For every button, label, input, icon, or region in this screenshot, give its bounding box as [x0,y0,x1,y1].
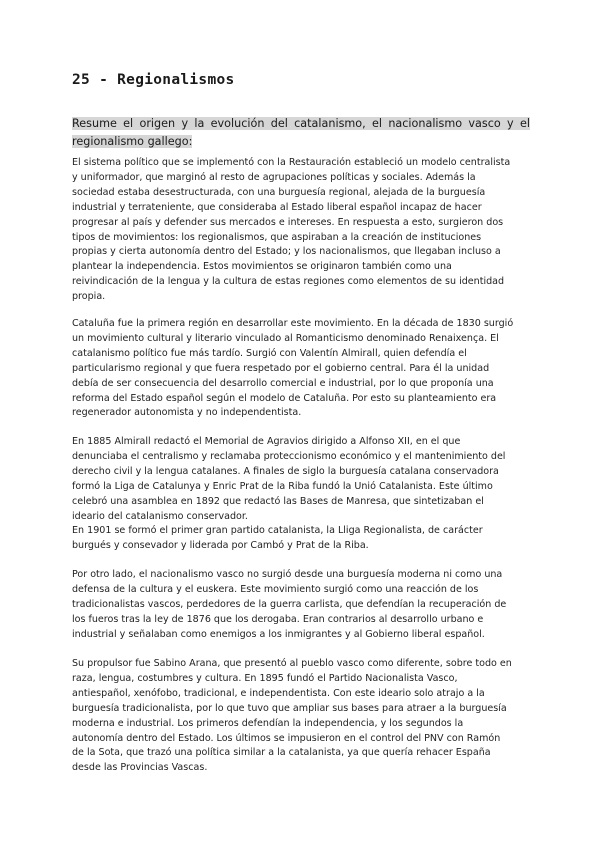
text-line: progresar al país y defender sus mercados e intereses. En respuesta a esto, surgieron dos [72,216,504,228]
text-line: formó la Liga de Catalunya y Enric Prat de la Riba fundó la Unió Catalanista. Este último [72,480,493,492]
text-line: particularismo regional y que fuera respetado por el gobierno central. Para él la unidad [72,362,490,374]
text-line: debía de ser consecuencia del desarrollo comercial e industrial, por lo que proponía una [72,377,494,389]
text-line: de la Sota, que trazó una política similar a la catalanista, ya que quería rehacer España [72,747,491,759]
text-line: antiespañol, xenófobo, tradicional, e independentista. Con este ideario solo atrajo a la [72,687,485,699]
text-line: raza, lengua, costumbres y cultura. En 1895 fundó el Partido Nacionalista Vasco, [72,672,458,684]
text-line: Cataluña fue la primera región en desarrollar este movimiento. En la década de 1830 surgió [72,318,514,329]
text-line: industrial y señalaban como enemigos a los inmigrantes y al Gobierno liberal español. [72,628,485,640]
text-line: burguesía tradicionalista, por lo que tuvo que ampliar sus bases para atraer a la burguesía [72,702,507,714]
paragraph-almirall [72,435,528,554]
text-line: catalanismo político fue más tardío. Surgió con Valentín Almirall, quien defendía el [72,347,467,359]
paragraph-intro [72,156,528,305]
text-line: burgués y consevador y liderada por Cambó y Prat de la Riba. [72,540,369,552]
text-line: defensa de la cultura y el euskera. Este movimiento surgió como una reacción de los [72,583,479,595]
text-line: En 1885 Almirall redactó el Memorial de Agravios dirigido a Alfonso XII, en el que [72,436,461,447]
text-line: reforma del Estado español según el modelo de Cataluña. Por esto su planteamiento era [72,392,497,404]
text-line: Por otro lado, el nacionalismo vasco no surgió desde una burguesía moderna ni como una [72,569,503,580]
text-line: ideario del catalanismo conservador. [72,510,248,522]
text-line: El sistema político que se implementó con la Restauración estableció un modelo centralista [72,157,511,168]
paragraph-sabino-arana [72,657,528,776]
text-line: desde las Provincias Vascas. [72,762,208,774]
text-line: autonomía dentro del Estado. Los últimos se impusieron en el control del PNV con Ramón [72,732,501,744]
paragraph-nacionalismo-vasco [72,568,528,643]
text-line: propia. [72,291,106,303]
text-line: moderna e industrial. Los primeros defendían la independencia, y los segundos la [72,717,464,729]
text-line: un movimiento cultural y literario vinculado al Romanticismo denominado Renaixença. El [72,332,499,344]
question-heading [72,115,530,150]
text-line: plantear la independencia. Estos movimientos se originaron también como una [72,261,452,273]
text-line: propias y cierta autonomía dentro del Estado; y los nacionalismos, que llegaban incluso a [72,246,501,258]
text-line: En 1901 se formó el primer gran partido catalanista, la Lliga Regionalista, de carácter [72,525,483,537]
text-line: tradicionalistas vascos, perdedores de la guerra carlista, que defendían la recuperación de [72,598,507,610]
question-text: Resume el origen y la evolución del catalanismo, el nacionalismo vasco y el regionalismo gallego: [72,117,530,148]
text-line: sociedad estaba desestructurada, con una burguesía regional, alejada de la burguesía [72,186,486,198]
text-line: regenerador autonomista y no independentista. [72,407,302,419]
text-line: y uniformador, que marginó al resto de agrupaciones políticas y sociales. Además la [72,171,476,183]
text-line: los fueros tras la ley de 1876 que los derogaba. Eran contrarios al desarrollo urbano e [72,613,484,625]
page-title: 25 - Regionalismos [72,72,235,88]
text-line: denunciaba el centralismo y reclamaba proteccionismo económico y el mantenimiento del [72,450,506,462]
text-line: derecho civil y la lengua catalanes. A finales de siglo la burguesía catalana conservadora [72,465,499,477]
text-line: celebró una asamblea en 1892 que redactó las Bases de Manresa, que sintetizaban el [72,495,484,507]
text-line: reivindicación de la lengua y la cultura de estas regiones como elementos de su identidad [72,276,505,288]
paragraph-cataluna [72,317,528,421]
text-line: Su propulsor fue Sabino Arana, que presentó al pueblo vasco como diferente, sobre todo en [72,658,512,669]
text-line: industrial y terrateniente, que consideraba al Estado liberal español incapaz de hacer [72,201,482,213]
text-line: tipos de movimientos: los regionalismos, que aspiraban a la creación de instituciones [72,231,482,243]
